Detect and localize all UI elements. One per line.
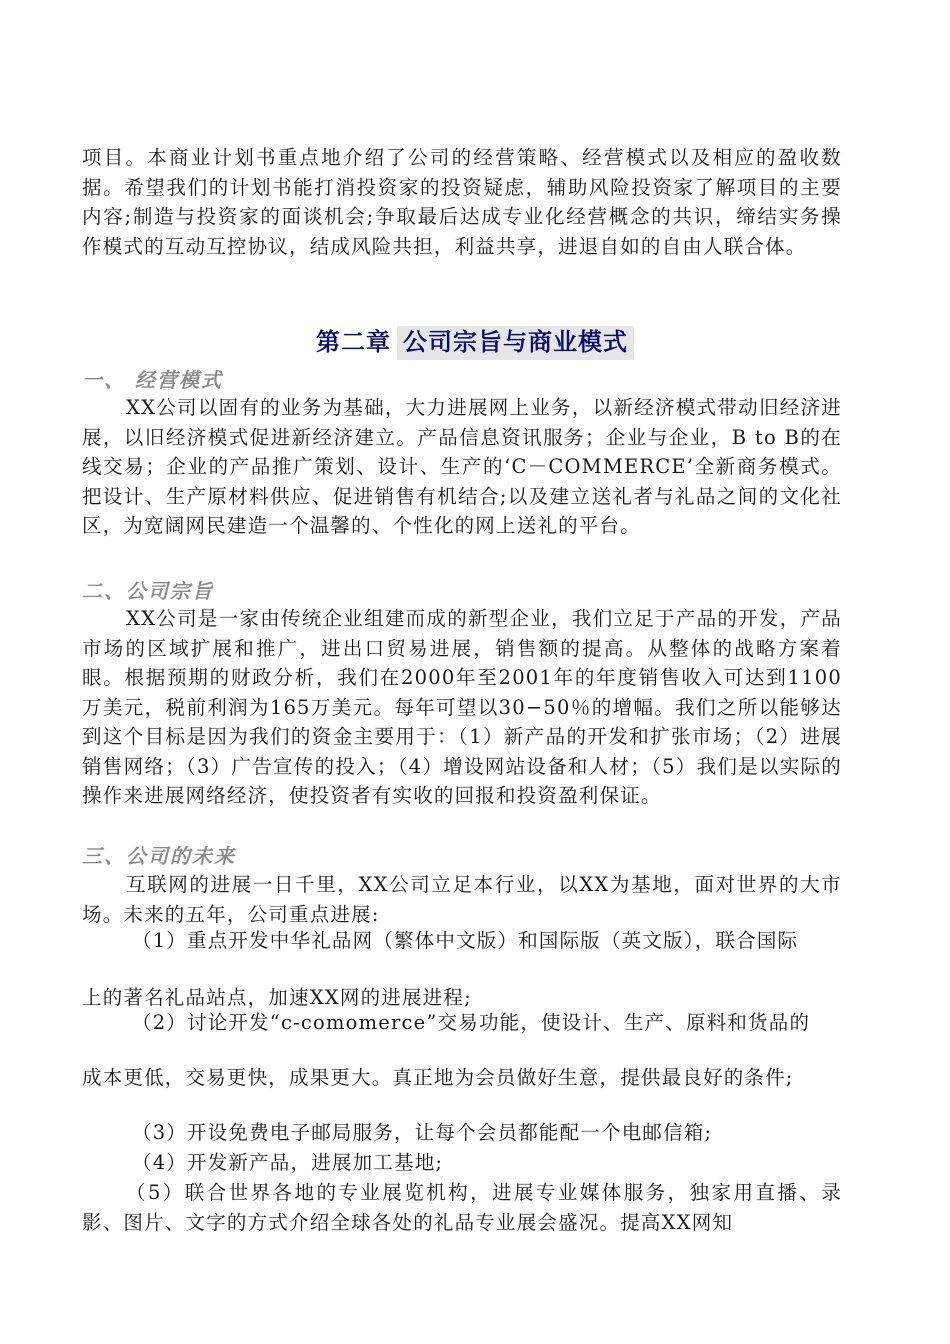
section-heading-company-future: 三、公司的未来 bbox=[82, 844, 236, 868]
chapter-number: 第二章 bbox=[316, 328, 391, 356]
section3-paragraph: 互联网的进展一日千里，XX公司立足本行业，以XX为基地，面对世界的大市场。未来的五年，公司重点进展: bbox=[82, 873, 842, 926]
list-item-4: （4）开发新产品，进展加工基地; bbox=[132, 1151, 444, 1174]
list-item-3: （3）开设免费电子邮局服务，让每个会员都能配一个电邮信箱; bbox=[132, 1121, 713, 1144]
list-item-1-continuation: 上的著名礼品站点，加速XX网的进展进程; bbox=[82, 986, 472, 1009]
chapter-title: 公司宗旨与商业模式 bbox=[397, 326, 634, 360]
section1-paragraph: XX公司以固有的业务为基础，大力进展网上业务，以新经济模式带动旧经济进展，以旧经济模式促进新经济建立。产品信息资讯服务；企业与企业，B to B的在线交易；企业的产品推广策划、设计、生产的‘C－COMMERCE’全新商务模式。把设计、生产原材料供应、促进销售有机结合;以及建立送礼者与礼品之间的文化社区，为宽阔网民建造一个温馨的、个性化的网上送礼的平台。 bbox=[82, 396, 842, 537]
chapter-heading bbox=[0, 322, 950, 357]
list-item-2-continuation: 成本更低，交易更快，成果更大。真正地为会员做好生意，提供最良好的条件; bbox=[82, 1066, 794, 1089]
section2-paragraph: XX公司是一家由传统企业组建而成的新型企业，我们立足于产品的开发，产品市场的区域扩展和推广，进出口贸易进展，销售额的提高。从整体的战略方案着眼。根据预期的财政分析，我们在2000年至2001年的年度销售收入可达到1100万美元，税前利润为165万美元。每年可望以30−50％的增幅。我们之所以能够达到这个目标是因为我们的资金主要用于：（1）新产品的开发和扩张市场；（2）进展销售网络；（3）广告宣传的投入；（4）增设网站设备和人材；（5）我们是以实际的操作来进展网络经济，使投资者有实收的回报和投资盈利保证。 bbox=[82, 607, 842, 807]
intro-paragraph: 项目。本商业计划书重点地介绍了公司的经营策略、经营模式以及相应的盈收数据。希望我们的计划书能打消投资家的投资疑虑，辅助风险投资家了解项目的主要内容;制造与投资家的面谈机会;争取最后达成专业化经营概念的共识，缔结实务操作模式的互动互控协议，结成风险共担，利益共享，进退自如的自由人联合体。 bbox=[82, 146, 842, 258]
list-item-2: （2）讨论开发“c-comomerce”交易功能，使设计、生产、原料和货品的 bbox=[132, 1011, 811, 1034]
list-item-5: （5）联合世界各地的专业展览机构，进展专业媒体服务，独家用直播、录影、图片、文字的方式介绍全球各处的礼品专业展会盛况。提高XX网知 bbox=[82, 1181, 842, 1234]
section-heading-company-purpose: 二、公司宗旨 bbox=[82, 579, 214, 603]
list-item-1: （1）重点开发中华礼品网（繁体中文版）和国际版（英文版），联合国际 bbox=[132, 929, 799, 952]
section-heading-business-model: 一、 经营模式 bbox=[82, 368, 223, 392]
